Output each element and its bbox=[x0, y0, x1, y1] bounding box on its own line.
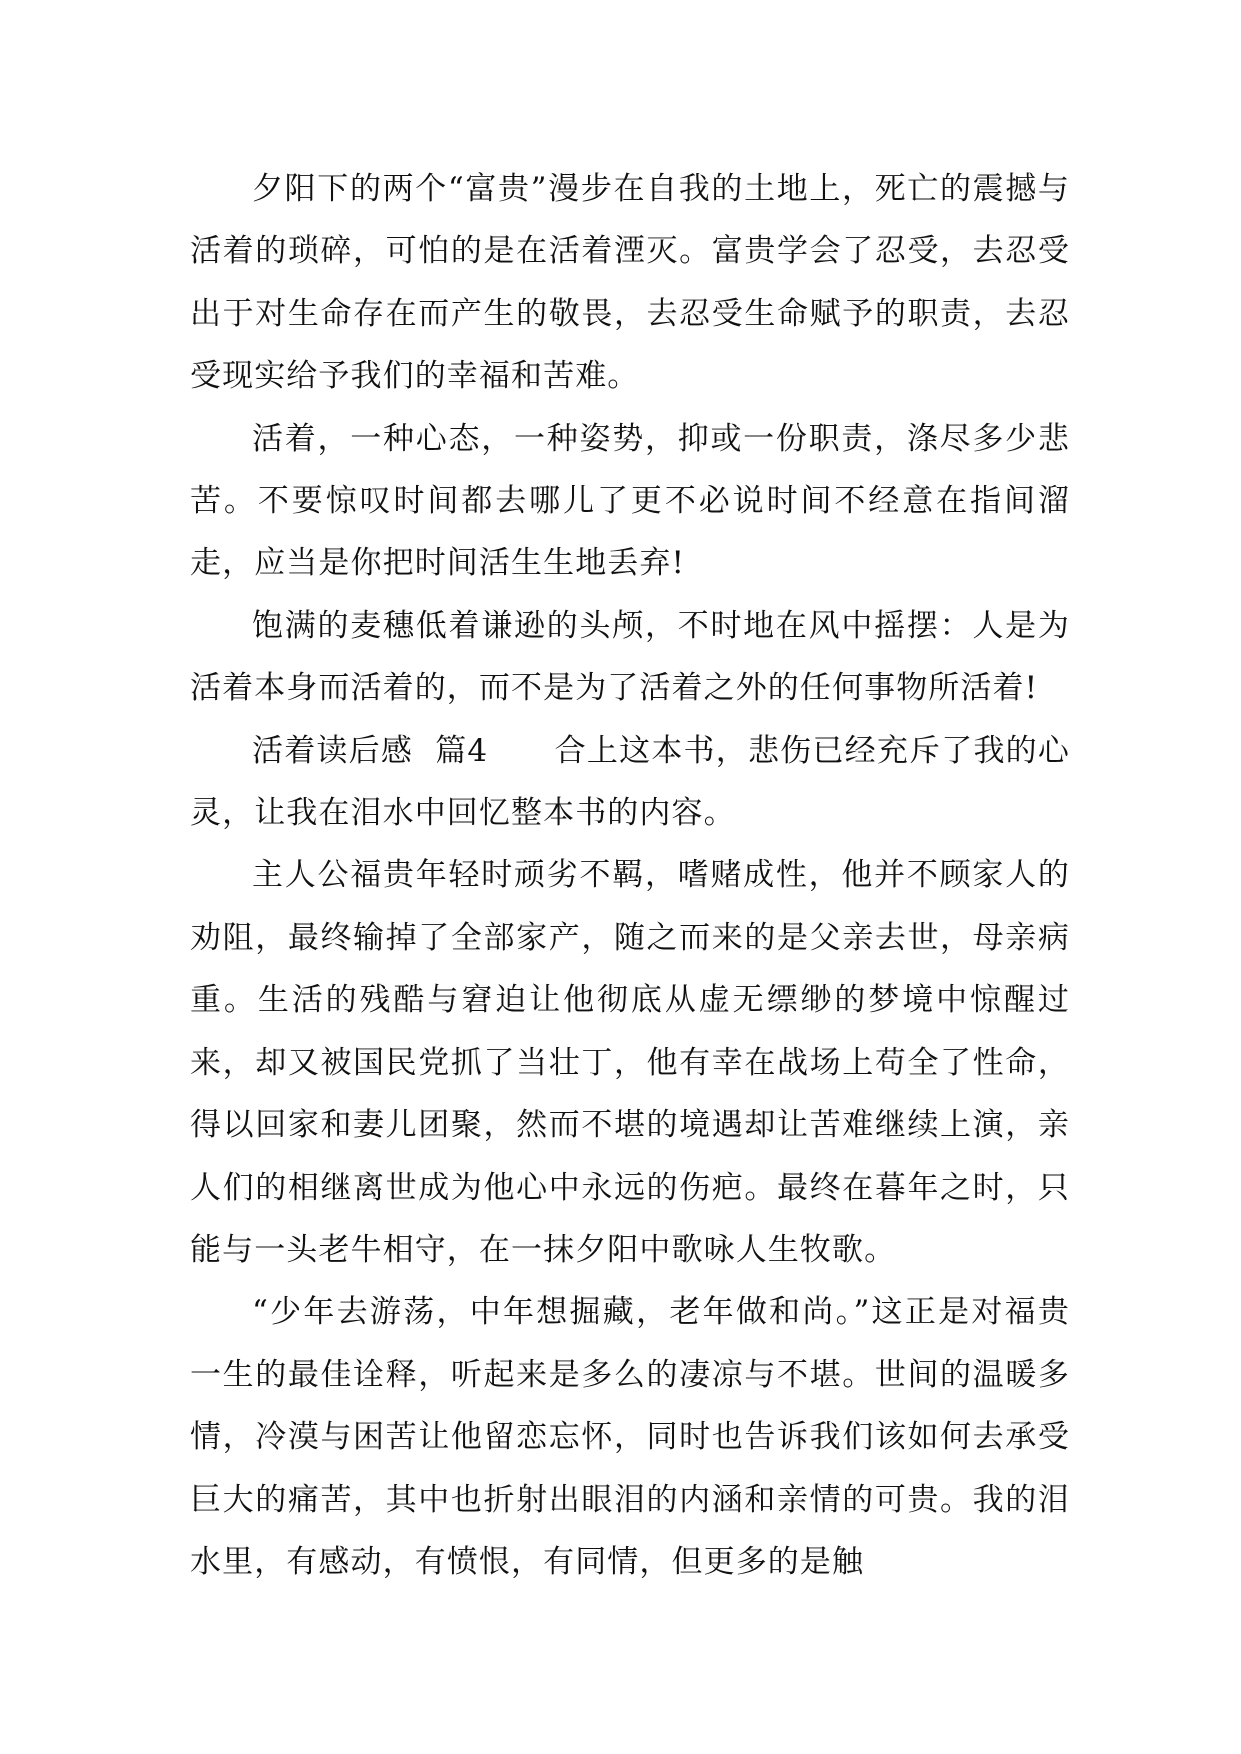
paragraph-6: “少年去游荡，中年想掘藏，老年做和尚。”这正是对福贵一生的最佳诠释，听起来是多么的凄凉与不堪。世间的温暖多情，冷漠与困苦让他留恋忘怀，同时也告诉我们该如何去承受巨大的痛苦，其中也折射出眼泪的内涵和亲情的可贵。我的泪水里，有感动，有愤恨，有同情，但更多的是触 bbox=[190, 1294, 1070, 1580]
paragraph-4-section-heading: 活着读后感 篇4 合上这本书，悲伤已经充斥了我的心灵，让我在泪水中回忆整本书的内容。 bbox=[190, 732, 1070, 832]
paragraph-5: 主人公福贵年轻时顽劣不羁，嗜赌成性，他并不顾家人的劝阻，最终输掉了全部家产，随之而来的是父亲去世，母亲病重。生活的残酷与窘迫让他彻底从虚无缥缈的梦境中惊醒过来，却又被国民党抓了当壮丁，他有幸在战场上苟全了性命，得以回家和妻儿团聚，然而不堪的境遇却让苦难继续上演，亲人们的相继离世成为他心中永远的伤疤。最终在暮年之时，只能与一头老牛相守，在一抹夕阳中歌咏人生牧歌。 bbox=[190, 857, 1070, 1268]
paragraph-3: 饱满的麦穗低着谦逊的头颅，不时地在风中摇摆：人是为活着本身而活着的，而不是为了活着之外的任何事物所活着! bbox=[190, 607, 1070, 707]
paragraph-1: 夕阳下的两个“富贵”漫步在自我的土地上，死亡的震撼与活着的琐碎，可怕的是在活着湮灭。富贵学会了忍受，去忍受出于对生命存在而产生的敬畏，去忍受生命赋予的职责，去忍受现实给予我们的幸福和苦难。 bbox=[190, 171, 1070, 395]
document-body bbox=[190, 158, 1070, 1593]
paragraph-2: 活着，一种心态，一种姿势，抑或一份职责，涤尽多少悲苦。不要惊叹时间都去哪儿了更不必说时间不经意在指间溜走，应当是你把时间活生生地丢弃! bbox=[190, 420, 1070, 582]
